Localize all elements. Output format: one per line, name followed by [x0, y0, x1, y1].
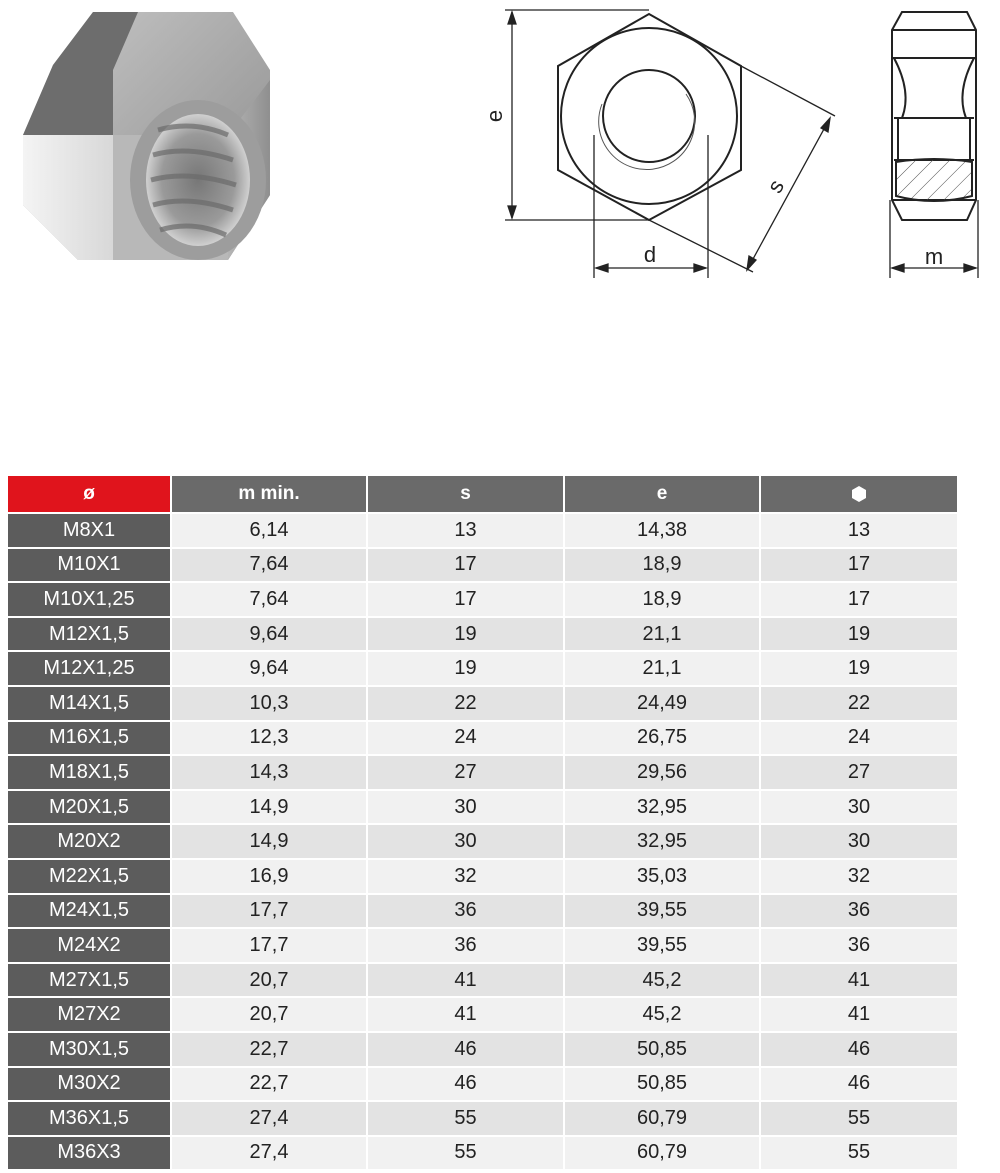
cell-diameter: M30X2: [8, 1067, 171, 1102]
cell-s: 17: [367, 582, 564, 617]
cell-wrench-size: 24: [760, 721, 958, 756]
cell-e: 18,9: [564, 548, 760, 583]
table-row: [8, 1136, 958, 1170]
cell-m-min: 12,3: [171, 721, 367, 756]
bore-circle: [603, 70, 695, 162]
cell-m-min: 6,14: [171, 513, 367, 548]
cell-s: 17: [367, 548, 564, 583]
cell-s: 30: [367, 790, 564, 825]
cell-e: 39,55: [564, 928, 760, 963]
cell-s: 55: [367, 1136, 564, 1170]
cell-m-min: 14,9: [171, 824, 367, 859]
cell-s: 46: [367, 1067, 564, 1102]
table-row: [8, 824, 958, 859]
cell-s: 32: [367, 859, 564, 894]
cell-m-min: 14,9: [171, 790, 367, 825]
cell-wrench-size: 55: [760, 1136, 958, 1170]
cell-s: 55: [367, 1101, 564, 1136]
cell-wrench-size: 27: [760, 755, 958, 790]
cell-diameter: M12X1,5: [8, 617, 171, 652]
cell-diameter: M22X1,5: [8, 859, 171, 894]
cell-s: 41: [367, 963, 564, 998]
cell-e: 45,2: [564, 997, 760, 1032]
hex-outline: [558, 14, 741, 220]
cell-wrench-size: 19: [760, 617, 958, 652]
cell-s: 13: [367, 513, 564, 548]
cell-diameter: M18X1,5: [8, 755, 171, 790]
cell-s: 19: [367, 651, 564, 686]
cell-e: 18,9: [564, 582, 760, 617]
table-row: [8, 721, 958, 756]
cell-wrench-size: 22: [760, 686, 958, 721]
cell-wrench-size: 32: [760, 859, 958, 894]
cell-diameter: M20X2: [8, 824, 171, 859]
cell-m-min: 17,7: [171, 894, 367, 929]
cell-diameter: M12X1,25: [8, 651, 171, 686]
cell-m-min: 27,4: [171, 1101, 367, 1136]
side-view-diagram: [872, 0, 992, 290]
cell-m-min: 22,7: [171, 1067, 367, 1102]
cell-e: 24,49: [564, 686, 760, 721]
cell-m-min: 9,64: [171, 617, 367, 652]
cell-diameter: M20X1,5: [8, 790, 171, 825]
table-row: [8, 548, 958, 583]
label-m: m: [924, 244, 944, 269]
cell-diameter: M24X1,5: [8, 894, 171, 929]
cell-e: 32,95: [564, 824, 760, 859]
cell-e: 50,85: [564, 1067, 760, 1102]
cell-m-min: 7,64: [171, 548, 367, 583]
table-row: [8, 582, 958, 617]
cell-wrench-size: 55: [760, 1101, 958, 1136]
cell-diameter: M27X2: [8, 997, 171, 1032]
cell-m-min: 10,3: [171, 686, 367, 721]
cell-diameter: M36X1,5: [8, 1101, 171, 1136]
header-m-min: m min.: [171, 476, 367, 513]
cell-s: 30: [367, 824, 564, 859]
cell-m-min: 22,7: [171, 1032, 367, 1067]
cell-wrench-size: 41: [760, 997, 958, 1032]
cell-diameter: M27X1,5: [8, 963, 171, 998]
cell-s: 27: [367, 755, 564, 790]
front-view-diagram: [470, 0, 850, 290]
cell-e: 60,79: [564, 1136, 760, 1170]
cell-wrench-size: 19: [760, 651, 958, 686]
cell-m-min: 27,4: [171, 1136, 367, 1170]
cell-e: 14,38: [564, 513, 760, 548]
header-s: s: [367, 476, 564, 513]
cell-s: 19: [367, 617, 564, 652]
table-row: [8, 686, 958, 721]
header-diameter: ø: [8, 476, 171, 513]
table-row: [8, 1032, 958, 1067]
cell-s: 36: [367, 928, 564, 963]
table-row: [8, 963, 958, 998]
cell-wrench-size: 46: [760, 1032, 958, 1067]
table-row: [8, 997, 958, 1032]
cell-e: 29,56: [564, 755, 760, 790]
cell-wrench-size: 36: [760, 928, 958, 963]
table-row: [8, 1101, 958, 1136]
label-e: e: [482, 109, 507, 123]
cell-m-min: 9,64: [171, 651, 367, 686]
outer-washer-circle: [561, 28, 737, 204]
table-row: [8, 790, 958, 825]
header-row: [8, 476, 958, 513]
cell-e: 32,95: [564, 790, 760, 825]
header-wrench-size: [760, 476, 958, 513]
cell-wrench-size: 41: [760, 963, 958, 998]
cell-m-min: 20,7: [171, 963, 367, 998]
table-row: [8, 755, 958, 790]
table-row: [8, 513, 958, 548]
label-s: s: [761, 175, 790, 198]
cell-diameter: M16X1,5: [8, 721, 171, 756]
table-row: [8, 617, 958, 652]
cell-wrench-size: 13: [760, 513, 958, 548]
cell-e: 50,85: [564, 1032, 760, 1067]
cell-e: 45,2: [564, 963, 760, 998]
cell-e: 26,75: [564, 721, 760, 756]
table-row: [8, 651, 958, 686]
cell-m-min: 20,7: [171, 997, 367, 1032]
cell-diameter: M30X1,5: [8, 1032, 171, 1067]
cell-e: 21,1: [564, 651, 760, 686]
cell-m-min: 14,3: [171, 755, 367, 790]
cell-e: 35,03: [564, 859, 760, 894]
cell-wrench-size: 30: [760, 824, 958, 859]
label-d: d: [643, 242, 657, 267]
cell-s: 22: [367, 686, 564, 721]
hexagon-icon: [852, 486, 866, 502]
cell-e: 21,1: [564, 617, 760, 652]
cell-wrench-size: 17: [760, 548, 958, 583]
cell-diameter: M36X3: [8, 1136, 171, 1170]
cell-diameter: M10X1: [8, 548, 171, 583]
cell-diameter: M24X2: [8, 928, 171, 963]
cell-m-min: 17,7: [171, 928, 367, 963]
cell-wrench-size: 36: [760, 894, 958, 929]
table-row: [8, 894, 958, 929]
cell-diameter: M14X1,5: [8, 686, 171, 721]
cell-e: 60,79: [564, 1101, 760, 1136]
cell-wrench-size: 46: [760, 1067, 958, 1102]
cell-wrench-size: 17: [760, 582, 958, 617]
cell-wrench-size: 30: [760, 790, 958, 825]
cell-s: 24: [367, 721, 564, 756]
cell-m-min: 16,9: [171, 859, 367, 894]
cell-e: 39,55: [564, 894, 760, 929]
header-e: e: [564, 476, 760, 513]
cell-diameter: M8X1: [8, 513, 171, 548]
table-row: [8, 1067, 958, 1102]
table-row: [8, 859, 958, 894]
cell-s: 46: [367, 1032, 564, 1067]
spec-table: [8, 476, 959, 1169]
cell-s: 36: [367, 894, 564, 929]
cell-diameter: M10X1,25: [8, 582, 171, 617]
table-row: [8, 928, 958, 963]
hex-nut-photo: [18, 10, 273, 268]
cell-s: 41: [367, 997, 564, 1032]
cell-m-min: 7,64: [171, 582, 367, 617]
